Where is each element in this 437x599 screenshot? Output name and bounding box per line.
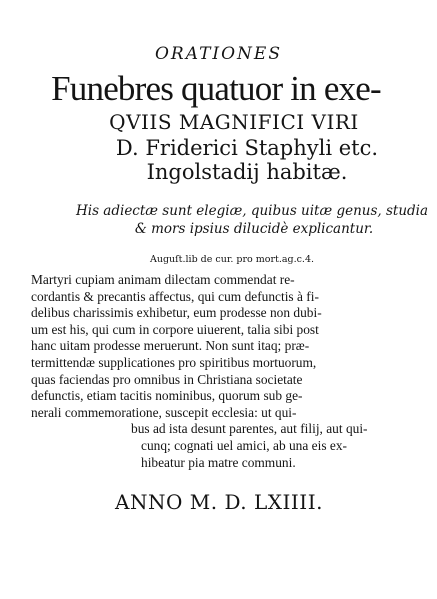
subtitle-line-1: His adiectæ sunt elegiæ, quibus uitæ genus, studia <box>76 203 429 219</box>
body-line: bus ad ista desunt parentes, aut filij, aut qui- <box>131 421 368 437</box>
body-line: delibus charissimis exhibetur, eum prodesse non dubi- <box>31 305 322 321</box>
body-line: termittendæ supplicationes pro spiritibus mortuorum, <box>31 354 317 370</box>
body-line: quas faciendas pro omnibus in Christiana societate <box>31 371 303 387</box>
body-line: Martyri cupiam animam dilectam commendat re- <box>31 272 295 287</box>
quotation-body <box>31 272 411 471</box>
body-line: cunq; cognati uel amici, ab una eis ex- <box>141 437 347 453</box>
body-line: cordantis & precantis affectus, qui cum defunctis à fi- <box>31 288 319 304</box>
body-line: um est his, qui cum in corpore uiuerent, talia sibi post <box>31 321 319 337</box>
subtitle-line-2: & mors ipsius dilucidè explicantur. <box>134 221 374 237</box>
heading-funebres: Funebres quatuor in exe- <box>51 69 381 108</box>
body-line: hanc uitam prodesse meruerunt. Non sunt itaq; præ- <box>31 338 310 354</box>
imprint-year: ANNO M. D. LXIIII. <box>115 490 323 514</box>
body-line: nerali commemoratione, suscepit ecclesia: ut qui- <box>31 404 297 420</box>
heading-qviis: QVIIS MAGNIFICI VIRI <box>109 110 359 134</box>
heading-friderici: D. Friderici Staphyli etc. <box>115 136 379 160</box>
citation-reference: Auguſt.lib de cur. pro mort.ag.c.4. <box>149 254 315 265</box>
body-line: defunctis, etiam tacitis nominibus, quorum sub ge- <box>31 388 303 404</box>
body-line: hibeatur pia matre communi. <box>141 454 296 470</box>
heading-orationes: ORATIONES <box>154 44 282 64</box>
heading-ingolstadij: Ingolstadij habitæ. <box>146 160 348 184</box>
